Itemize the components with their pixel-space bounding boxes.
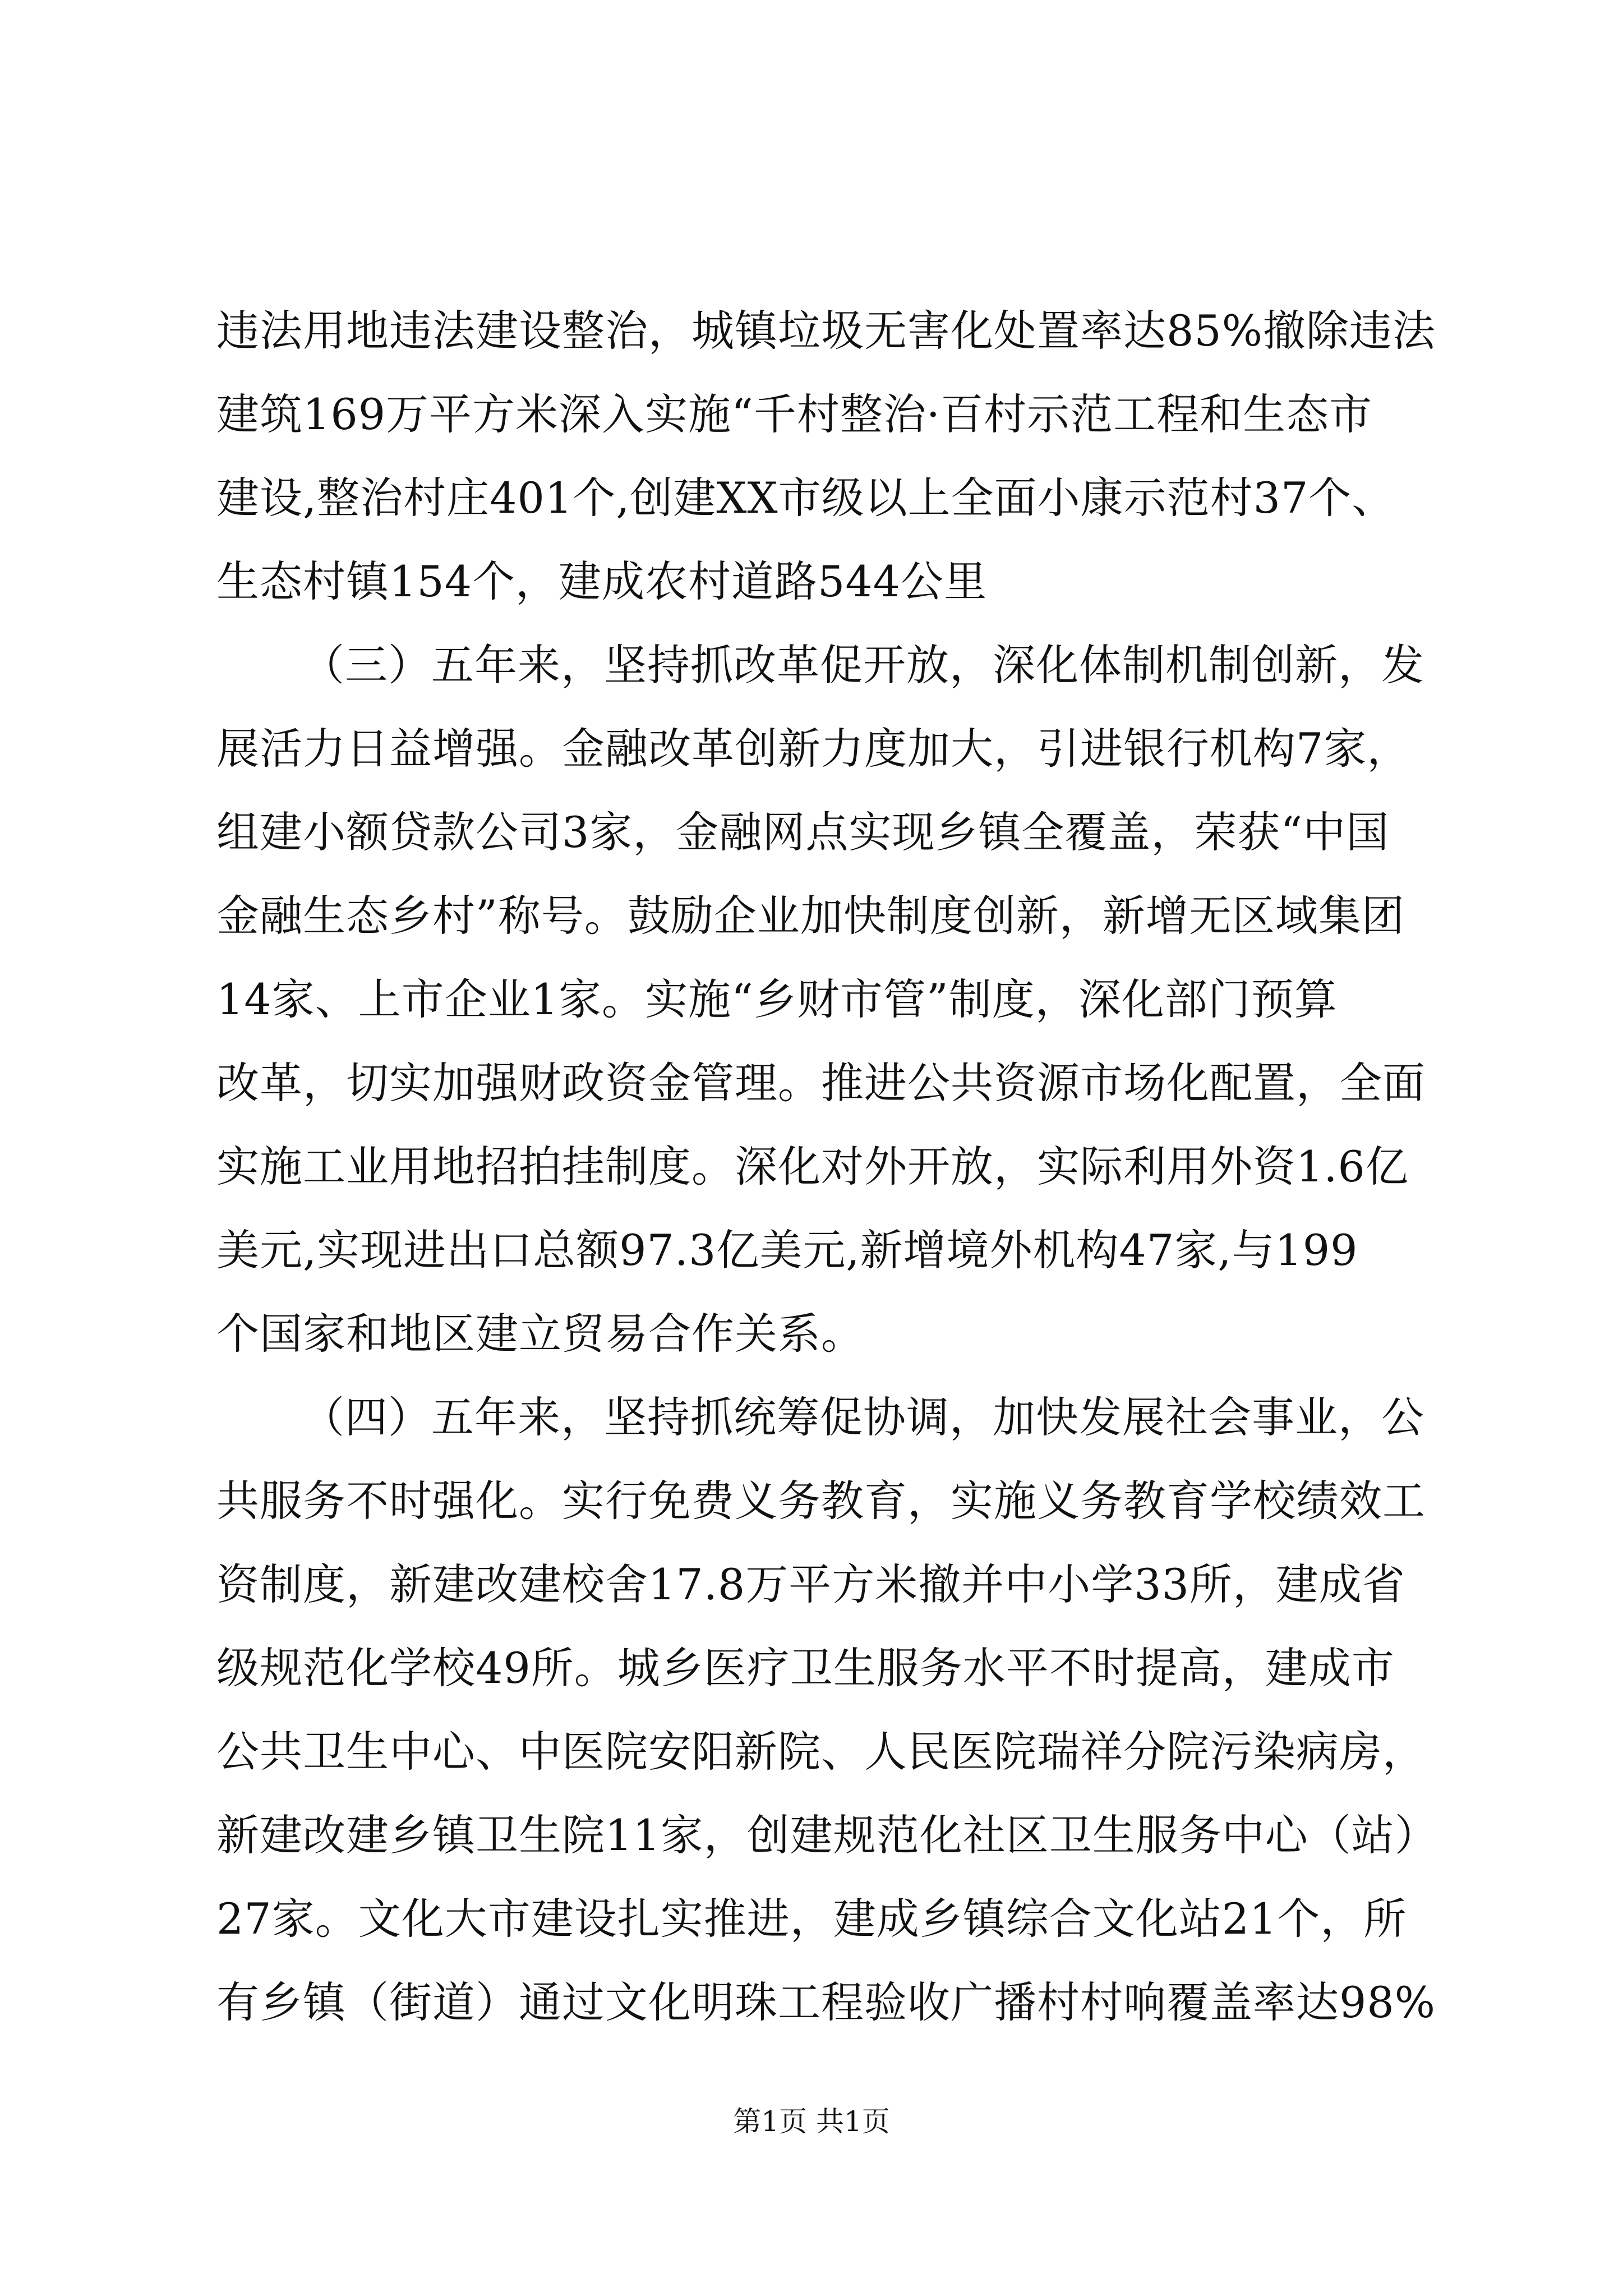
text-line: 改革，切实加强财政资金管理。推进公共资源市场化配置，全面 bbox=[216, 1058, 1426, 1108]
text-line: 违法用地违法建设整治，城镇垃圾无害化处置率达85%撤除违法 bbox=[216, 306, 1436, 356]
text-line: 14家、上市企业1家。实施“乡财市管”制度，深化部门预算 bbox=[216, 974, 1338, 1024]
text-line: 级规范化学校49所。城乡医疗卫生服务水平不时提高，建成市 bbox=[216, 1643, 1395, 1693]
text-line: 金融生态乡村”称号。鼓励企业加快制度创新，新增无区域集团 bbox=[216, 891, 1405, 941]
text-line: 27家。文化大市建设扎实推进，建成乡镇综合文化站21个，所 bbox=[216, 1894, 1407, 1944]
text-line: 新建改建乡镇卫生院11家，创建规范化社区卫生服务中心（站） bbox=[216, 1810, 1438, 1860]
text-line: 公共卫生中心、中医院安阳新院、人民医院瑞祥分院污染病房， bbox=[216, 1727, 1426, 1777]
document-body bbox=[216, 289, 1438, 2044]
text-line: 资制度，新建改建校舍17.8万平方米撤并中小学33所，建成省 bbox=[216, 1559, 1405, 1609]
paragraph-start-line: （三）五年来，坚持抓改革促开放，深化体制机制创新，发 bbox=[302, 640, 1424, 690]
text-line: 建设,整治村庄401个,创建XX市级以上全面小康示范村37个、 bbox=[216, 473, 1395, 523]
page-footer bbox=[0, 2105, 1623, 2138]
text-line: 个国家和地区建立贸易合作关系。 bbox=[216, 1309, 864, 1359]
text-line: 共服务不时强化。实行免费义务教育，实施义务教育学校绩效工 bbox=[216, 1476, 1426, 1526]
text-line: 生态村镇154个，建成农村道路544公里 bbox=[216, 556, 988, 606]
paragraph-start-line: （四）五年来，坚持抓统筹促协调，加快发展社会事业，公 bbox=[302, 1392, 1424, 1442]
page-number-label: 第1页 共1页 bbox=[733, 2105, 890, 2138]
text-line: 组建小额贷款公司3家，金融网点实现乡镇全覆盖，荣获“中国 bbox=[216, 807, 1390, 857]
text-line: 实施工业用地招拍挂制度。深化对外开放，实际利用外资1.6亿 bbox=[216, 1142, 1409, 1191]
text-line: 美元,实现进出口总额97.3亿美元,新增境外机构47家,与199 bbox=[216, 1225, 1358, 1275]
text-line: 展活力日益增强。金融改革创新力度加大，引进银行机构7家， bbox=[216, 724, 1410, 774]
text-line: 有乡镇（街道）通过文化明珠工程验收广播村村响覆盖率达98% bbox=[216, 1977, 1436, 2027]
text-line: 建筑169万平方米深入实施“千村整治·百村示范工程和生态市 bbox=[216, 389, 1373, 439]
